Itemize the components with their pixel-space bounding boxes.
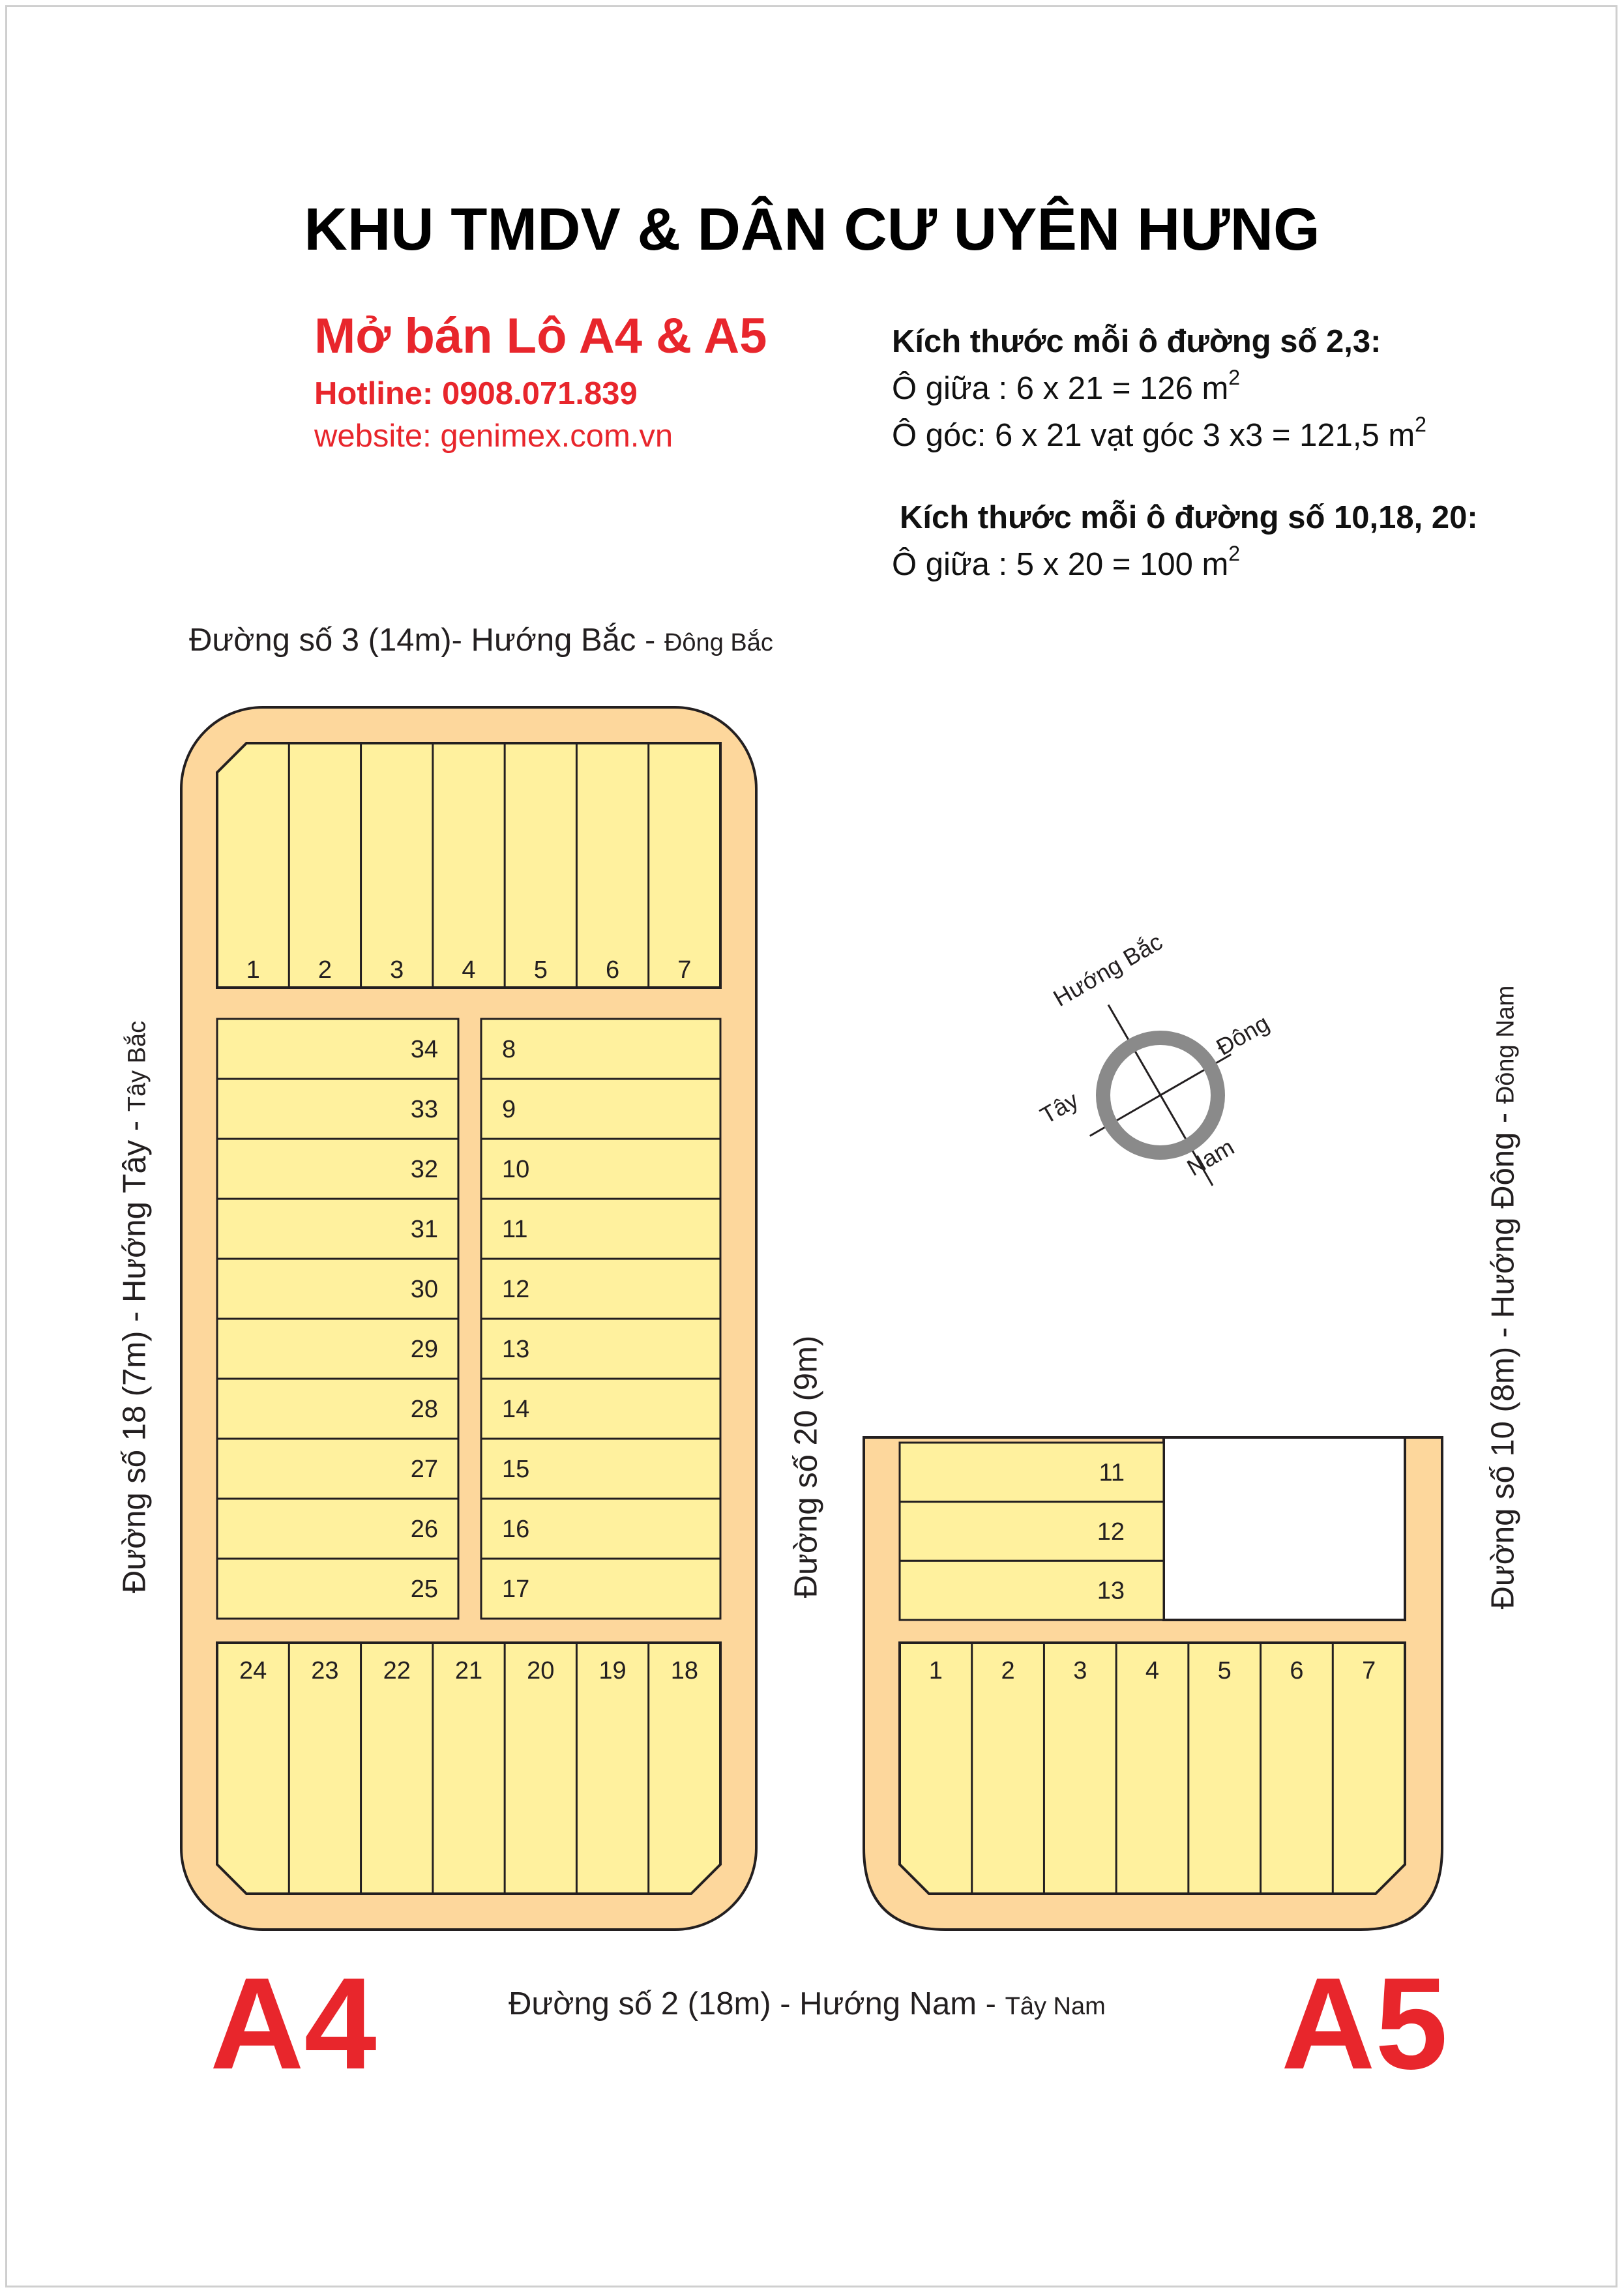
compass-south-label: Nam (1182, 1133, 1239, 1181)
road-west-label: Đường số 18 (7m) - Hướng Tây - Tây Bắc (117, 1020, 153, 1594)
a5-empty-area (1164, 1437, 1405, 1620)
a5-bottom-lot-number: 3 (1073, 1657, 1087, 1684)
a4-right-lot (481, 1079, 720, 1139)
block-a5-label: A5 (1281, 1951, 1448, 2096)
a4-top-group (217, 743, 720, 988)
a4-bottom-lot-number: 21 (454, 1657, 483, 1684)
a4-right-lot-number: 8 (502, 1036, 516, 1063)
road-north-label: Đường số 3 (14m)- Hướng Bắc - Đông Bắc (189, 623, 773, 658)
a4-right-rows (481, 1019, 720, 1619)
a4-top-lot-number: 6 (606, 956, 620, 984)
a4-top-lot-number: 4 (462, 956, 476, 984)
a5-side-lot-number: 13 (1097, 1577, 1125, 1605)
a4-top-lot-number: 2 (317, 956, 332, 984)
a4-left-lot-number: 33 (410, 1096, 438, 1123)
a4-left-lot-number: 32 (410, 1156, 438, 1183)
a4-right-lot-number: 13 (502, 1336, 530, 1363)
a4-left-lot-number: 31 (410, 1216, 438, 1243)
spec-group2-title: Kích thước mỗi ô đường số 10,18, 20: (900, 500, 1478, 535)
block-a4-label: A4 (210, 1951, 377, 2096)
a4-left-lot-number: 25 (410, 1576, 438, 1603)
a4-right-lot-number: 16 (502, 1516, 530, 1543)
a4-bottom-lot-number: 22 (383, 1657, 411, 1684)
a5-side-lot-number: 11 (1099, 1459, 1125, 1487)
spec-group2-line1: Ô giữa : 5 x 20 = 100 $m^2$ (892, 542, 1241, 582)
a4-right-lot-number: 9 (502, 1096, 516, 1123)
a4-right-lot-number: 14 (502, 1396, 530, 1423)
compass-east-label: Đông (1211, 1009, 1274, 1061)
a4-bottom-lot-number: 20 (527, 1657, 555, 1684)
page-title: KHU TMDV & DÂN CƯ UYÊN HƯNG (304, 196, 1320, 263)
a4-right-lot-number: 10 (502, 1156, 530, 1183)
a4-bottom-lot-number: 18 (670, 1657, 698, 1684)
compass (1036, 928, 1284, 1227)
a4-left-lot-number: 30 (410, 1276, 438, 1303)
a4-right-lot-number: 15 (502, 1456, 530, 1483)
spec-group1-line2: Ô góc: 6 x 21 vạt góc 3 x3 = 121,5 $m^2$ (892, 413, 1426, 453)
a4-left-rows (217, 1019, 458, 1619)
a5-bottom-lot-number: 1 (928, 1657, 943, 1684)
a5-bottom-lot-number: 6 (1290, 1657, 1304, 1684)
a4-right-lot-number: 12 (502, 1276, 530, 1303)
compass-west-label: Tây (1035, 1086, 1083, 1129)
a4-top-lot-number: 7 (677, 956, 692, 984)
road-east-label: Đường số 10 (8m) - Hướng Đông - Đông Nam (1485, 985, 1521, 1610)
a4-left-lot-number: 27 (410, 1456, 438, 1483)
a5-bottom-lot-number: 4 (1145, 1657, 1160, 1684)
a4-left-lot-number: 34 (410, 1036, 438, 1063)
a4-bottom-lot-number: 24 (239, 1657, 267, 1684)
a4-right-lot-number: 11 (502, 1216, 528, 1243)
a4-top-lot-number: 1 (246, 956, 260, 984)
a4-left-lot-number: 28 (410, 1396, 438, 1423)
a4-right-lot-number: 17 (502, 1576, 530, 1603)
a4-top-lot-number: 5 (533, 956, 548, 984)
a4-right-lot (481, 1019, 720, 1079)
a5-side-rows (900, 1443, 1164, 1620)
road-middle-label: Đường số 20 (9m) (788, 1335, 824, 1598)
a5-bottom-lot-number: 5 (1217, 1657, 1232, 1684)
a4-top-lot-number: 3 (390, 956, 404, 984)
a4-bottom-lot-number: 19 (598, 1657, 627, 1684)
a4-left-lot-number: 26 (410, 1516, 438, 1543)
a4-left-lot-number: 29 (410, 1336, 438, 1363)
hotline-text: Hotline: 0908.071.839 (314, 376, 638, 411)
a4-bottom-lot-number: 23 (311, 1657, 339, 1684)
spec-group1-line1: Ô giữa : 6 x 21 = 126 $m^2$ (892, 366, 1241, 406)
road-south-label: Đường số 2 (18m) - Hướng Nam - Tây Nam (509, 1986, 1106, 2022)
a5-bottom-lot-number: 2 (1001, 1657, 1015, 1684)
a5-bottom-lot-number: 7 (1362, 1657, 1376, 1684)
compass-north-label: Hướng Bắc (1048, 928, 1167, 1012)
website-text: website: genimex.com.vn (314, 419, 673, 454)
spec-group1-title: Kích thước mỗi ô đường số 2,3: (892, 324, 1381, 359)
a5-side-lot-number: 12 (1097, 1518, 1125, 1546)
sale-heading: Mở bán Lô A4 & A5 (314, 308, 767, 364)
